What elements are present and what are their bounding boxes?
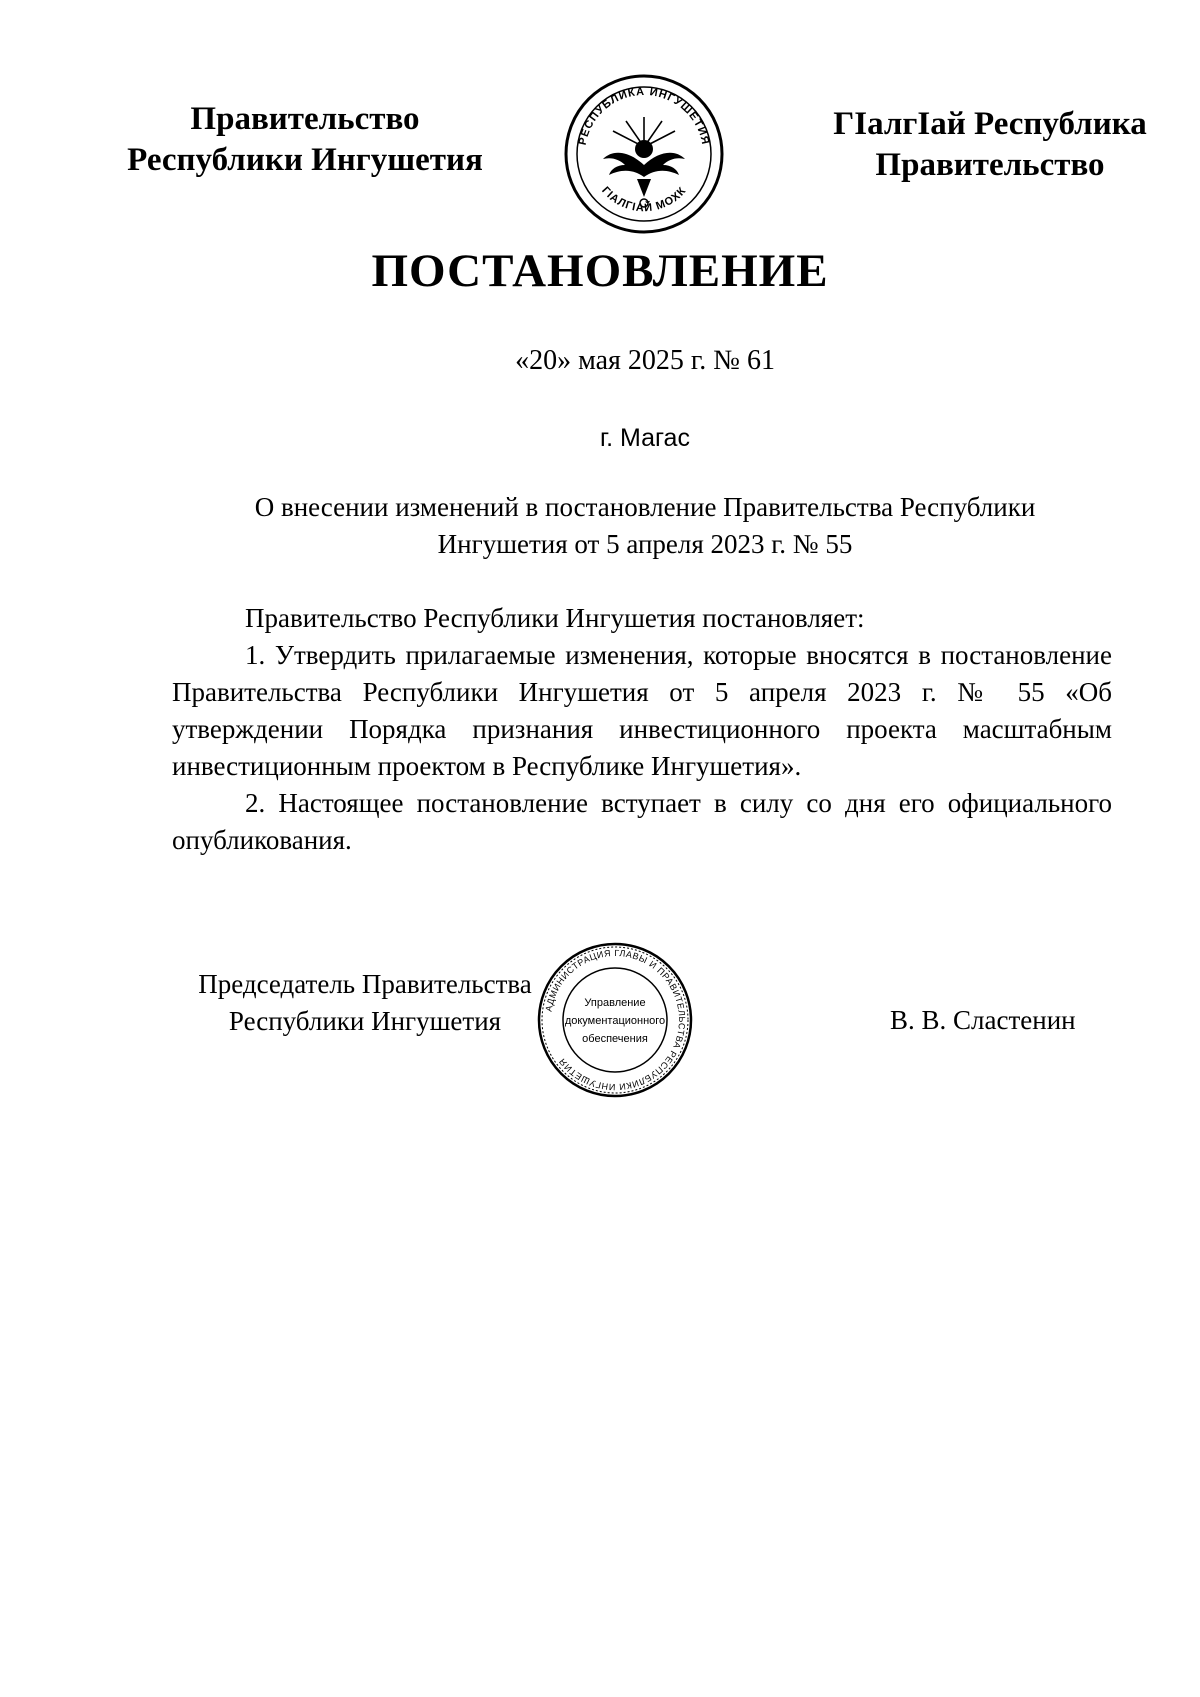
document-subject xyxy=(230,489,1060,563)
signatory-title-line2: Республики Ингушетия xyxy=(228,1006,502,1036)
document-subject-line2: Ингушетия от 5 апреля 2023 г. № 55 xyxy=(437,529,853,559)
government-name-ingush-line1: ГIалгIай Республика xyxy=(833,106,1147,142)
signatory-title xyxy=(185,966,545,1040)
government-name-ingush xyxy=(790,104,1190,186)
document-subject-line1: О внесении изменений в постановление Правительства Республики xyxy=(254,492,1036,522)
resolution-item-1: 1. Утвердить прилагаемые изменения, которые вносятся в постановление Правительства Республики Ингушетия от 5 апреля 2023 г. № 55 «Об утверждении Порядка признания инвестиционного проекта масштабным инвестиционным проектом в Республике Ингушетия». xyxy=(172,640,1112,781)
document-title: ПОСТАНОВЛЕНИЕ xyxy=(371,245,829,297)
resolution-intro: Правительство Республики Ингушетия постановляет: xyxy=(245,603,865,633)
svg-text:Управление: Управление xyxy=(584,997,646,1009)
government-name-russian-line2: Республики Ингушетия xyxy=(127,142,483,178)
signatory-name: В. В. Сластенин xyxy=(890,1005,1076,1035)
svg-text:ГIАЛГIАЙ МОХК: ГIАЛГIАЙ МОХК xyxy=(599,184,689,215)
resolution-item-2: 2. Настоящее постановление вступает в силу со дня его официального опубликования. xyxy=(172,788,1112,855)
document-city: г. Магас xyxy=(600,424,690,452)
government-name-russian xyxy=(95,99,515,181)
government-name-ingush-line2: Правительство xyxy=(875,147,1105,183)
svg-text:обеспечения: обеспечения xyxy=(582,1033,648,1045)
svg-text:документационного: документационного xyxy=(564,1015,666,1027)
svg-text:РЕСПУБЛИКА ИНГУШЕТИЯ: РЕСПУБЛИКА ИНГУШЕТИЯ xyxy=(576,85,712,147)
official-stamp-icon xyxy=(535,940,695,1100)
svg-text:АДМИНИСТРАЦИЯ ГЛАВЫ И ПРАВИТЕЛ: АДМИНИСТРАЦИЯ ГЛАВЫ И ПРАВИТЕЛЬСТВА РЕСПУБЛИКИ ИНГУШЕТИЯ xyxy=(543,947,688,1093)
government-name-russian-line1: Правительство xyxy=(190,101,420,137)
document-date-number: «20» мая 2025 г. № 61 xyxy=(515,345,775,376)
document-body xyxy=(172,600,1112,859)
ingushetia-coat-of-arms-icon xyxy=(563,73,725,235)
signatory-title-line1: Председатель Правительства xyxy=(198,969,532,999)
